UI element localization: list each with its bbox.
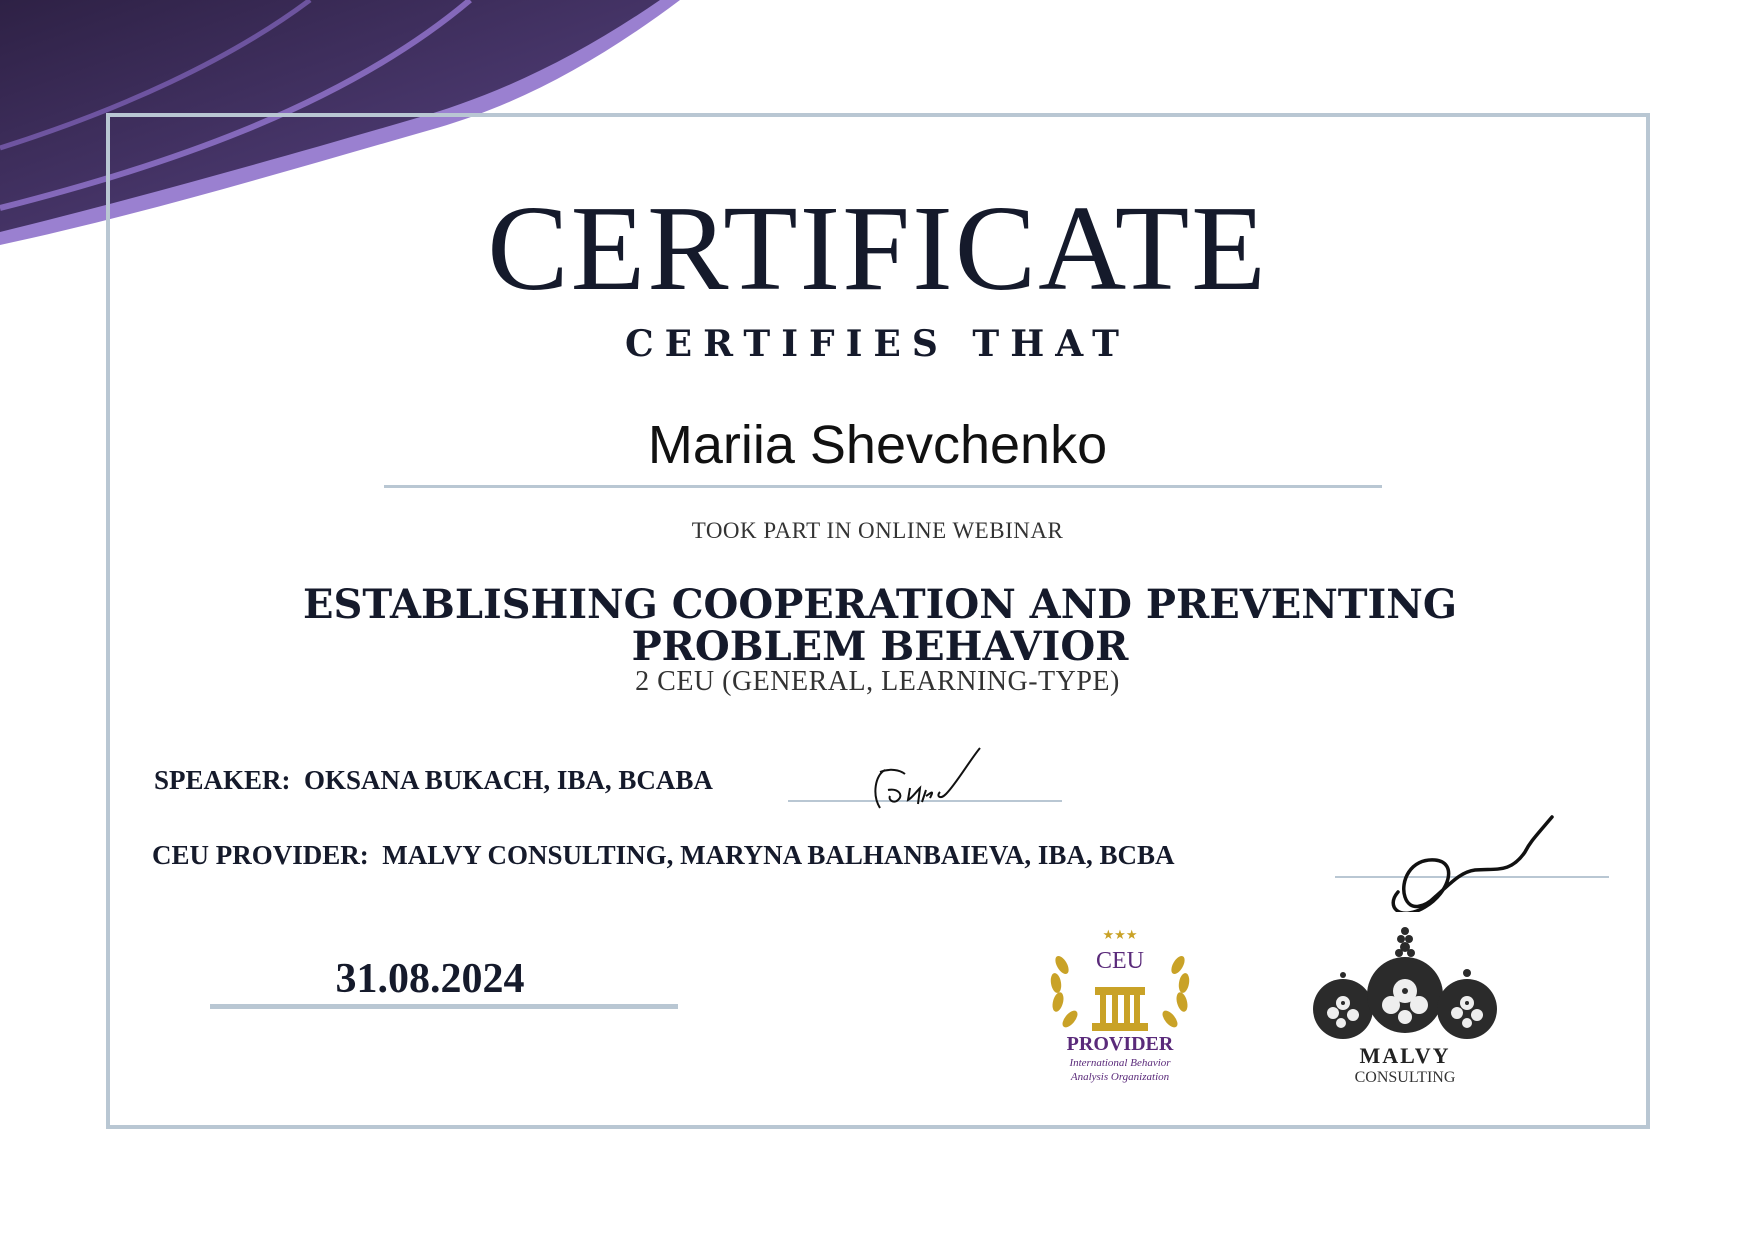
provider-signature [1380,812,1560,912]
provider-line [152,840,1174,871]
certificate-title: CERTIFICATE [487,181,1268,316]
ceu-credits: 2 CEU (GENERAL, LEARNING-TYPE) [635,666,1120,697]
malvy-sub: CONSULTING [1354,1069,1456,1086]
provider-value: MALVY CONSULTING, MARYNA BALHANBAIEVA, IBA, BCBA [382,840,1175,870]
recipient-name: Mariia Shevchenko [647,415,1108,475]
svg-text:★★★: ★★★ [1102,928,1138,943]
speaker-label: SPEAKER: [154,765,291,795]
webinar-intro: TOOK PART IN ONLINE WEBINAR [691,518,1064,543]
malvy-consulting-logo [1305,925,1505,1095]
issue-date: 31.08.2024 [335,956,525,1002]
provider-label: CEU PROVIDER: [152,840,369,870]
laurel-wreath-icon [1040,925,1200,1045]
webinar-title: ESTABLISHING COOPERATION AND PREVENTING PROBLEM BEHAVIOR [303,581,1457,670]
speaker-line [154,765,713,796]
ceu-provider-badge [1040,925,1200,1095]
name-underline [384,485,1382,488]
speaker-value: OKSANA BUKACH, IBA, BCABA [304,765,713,795]
certifies-that-label: CERTIFIES THAT [625,323,1130,365]
ceu-badge-line1: International Behavior [1069,1057,1171,1069]
date-underline [210,1004,678,1009]
flower-circles-icon [1305,925,1505,1040]
ceu-badge-line2: Analysis Organization [1070,1071,1170,1083]
malvy-name: MALVY [1359,1043,1451,1068]
ceu-badge-main: PROVIDER [1066,1033,1174,1055]
speaker-signature [860,700,990,820]
ceu-badge-top: CEU [1096,948,1144,974]
